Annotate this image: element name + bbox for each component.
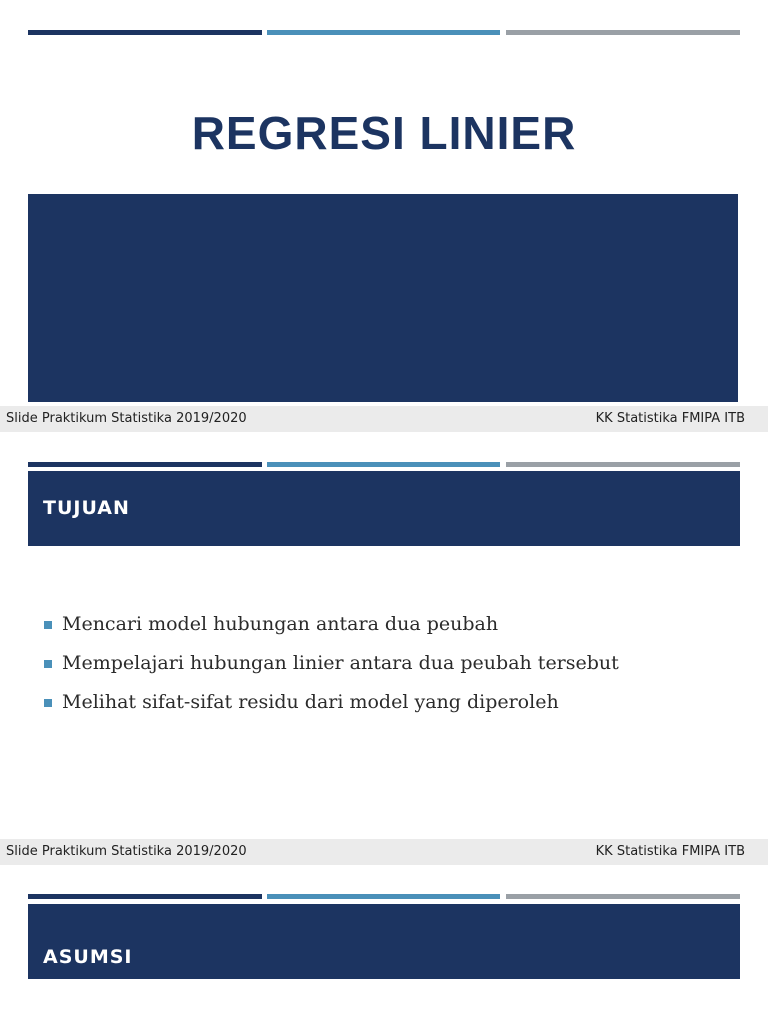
bullet-text: Mempelajari hubungan linier antara dua peubah tersebut	[62, 652, 619, 674]
slide-tujuan	[0, 433, 768, 866]
list-item	[44, 691, 619, 730]
accent-bar-navy	[28, 894, 262, 899]
section-heading: TUJUAN	[43, 497, 130, 519]
bullet-list	[44, 613, 619, 730]
footer-institution: KK Statistika FMIPA ITB	[595, 844, 745, 859]
section-heading: ASUMSI	[43, 946, 133, 968]
section-header	[28, 471, 740, 546]
footer-course: Slide Praktikum Statistika 2019/2020	[6, 411, 247, 426]
accent-bar-navy	[28, 30, 262, 35]
footer-course: Slide Praktikum Statistika 2019/2020	[6, 844, 247, 859]
list-item	[44, 652, 619, 691]
accent-bar-blue	[267, 462, 500, 467]
slide-asumsi	[0, 866, 768, 1024]
accent-bar-gray	[506, 30, 740, 35]
bullet-text: Melihat sifat-sifat residu dari model yang diperoleh	[62, 691, 559, 713]
slide-footer	[0, 406, 768, 432]
accent-bar-blue	[267, 894, 500, 899]
slide-footer	[0, 839, 768, 865]
accent-bar-navy	[28, 462, 262, 467]
square-bullet-icon	[44, 699, 52, 707]
accent-bar-gray	[506, 462, 740, 467]
bullet-text: Mencari model hubungan antara dua peubah	[62, 613, 499, 635]
square-bullet-icon	[44, 621, 52, 629]
title-panel	[28, 194, 738, 402]
list-item	[44, 613, 619, 652]
section-header	[28, 904, 740, 979]
slide-title	[0, 0, 768, 433]
square-bullet-icon	[44, 660, 52, 668]
accent-bar-gray	[506, 894, 740, 899]
slide-title-text: REGRESI LINIER	[191, 107, 577, 159]
accent-bar-blue	[267, 30, 500, 35]
footer-institution: KK Statistika FMIPA ITB	[595, 411, 745, 426]
